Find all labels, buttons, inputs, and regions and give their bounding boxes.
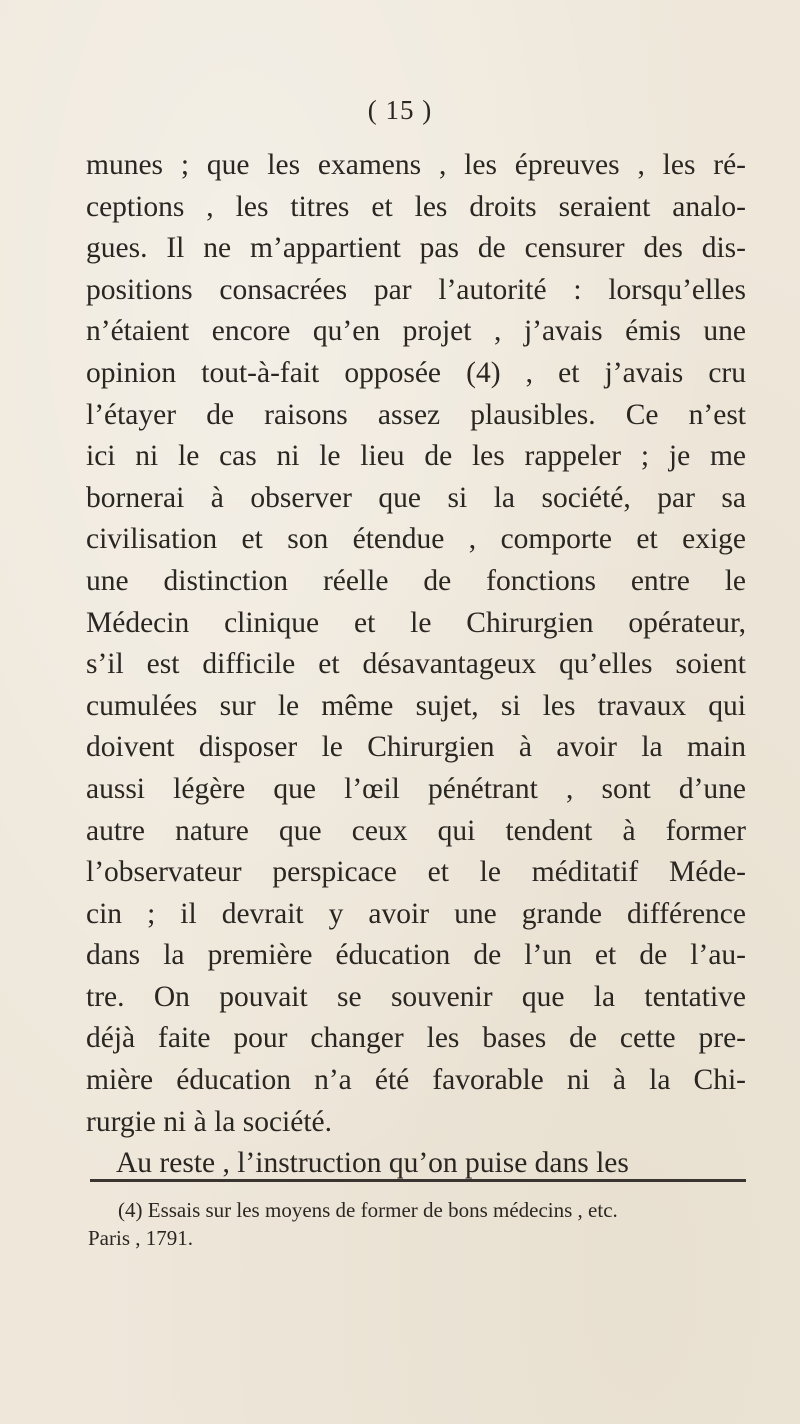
body-text xyxy=(86,145,746,1185)
text-line: munes ; que les examens , les épreuves , les ré- xyxy=(86,149,746,181)
text-line: s’il est difficile et désavantageux qu’elles soient xyxy=(86,648,746,681)
text-line: gues. Il ne m’appartient pas de censurer des dis- xyxy=(86,232,746,265)
text-line: une distinction réelle de fonctions entre le xyxy=(86,564,746,597)
text-line: cin ; il devrait y avoir une grande différence xyxy=(86,897,746,930)
text-line: Médecin clinique et le Chirurgien opérateur, xyxy=(86,606,746,639)
text-line: n’étaient encore qu’en projet , j’avais émis une xyxy=(86,315,746,348)
text-line: aussi légère que l’œil pénétrant , sont d’une xyxy=(86,772,746,805)
text-line: tre. On pouvait se souvenir que la tentative xyxy=(86,980,746,1013)
text-line: positions consacrées par l’autorité : lorsqu’elles xyxy=(86,273,746,306)
text-line: doivent disposer le Chirurgien à avoir la main xyxy=(86,731,746,764)
text-line: ici ni le cas ni le lieu de les rappeler ; je me xyxy=(86,440,746,473)
text-line: cumulées sur le même sujet, si les travaux qui xyxy=(86,689,746,722)
text-line: opinion tout-à-fait opposée (4) , et j’avais cru xyxy=(86,356,746,389)
footnote-divider xyxy=(90,1179,746,1182)
text-line: l’observateur perspicace et le méditatif Méde- xyxy=(86,856,746,889)
text-line: civilisation et son étendue , comporte et exige xyxy=(86,523,746,556)
text-line: ceptions , les titres et les droits seraient analo- xyxy=(86,190,746,223)
text-line: bornerai à observer que si la société, par sa xyxy=(86,481,746,514)
footnote-line: (4) Essais sur les moyens de former de bons médecins , etc. xyxy=(118,1198,618,1222)
text-line: l’étayer de raisons assez plausibles. Ce n’est xyxy=(86,398,746,431)
page-number: ( 15 ) xyxy=(367,95,433,125)
footnote-line: Paris , 1791. xyxy=(88,1226,193,1250)
text-line: mière éducation n’a été favorable ni à la Chi- xyxy=(86,1064,746,1097)
text-line: déjà faite pour changer les bases de cette pre- xyxy=(86,1022,746,1055)
text-line: rurgie ni à la société. xyxy=(86,1105,333,1138)
text-line: Au reste , l’instruction qu’on puise dans les xyxy=(116,1147,629,1180)
text-line: dans la première éducation de l’un et de l’au- xyxy=(86,939,746,972)
text-line: autre nature que ceux qui tendent à former xyxy=(86,814,746,847)
footnote xyxy=(88,1196,748,1252)
